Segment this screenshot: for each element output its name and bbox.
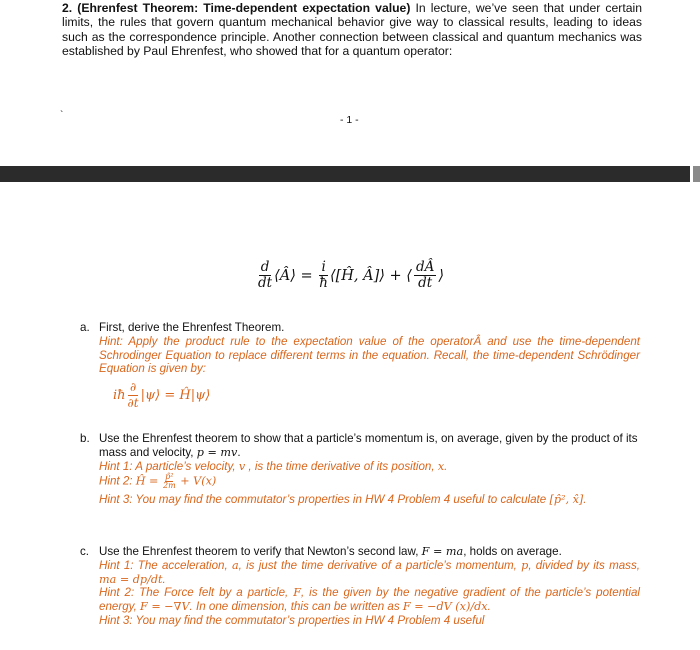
stray-mark: ` — [60, 110, 64, 121]
scrollbar[interactable] — [693, 166, 700, 182]
part-b-hint-1: Hint 1: A particle’s velocity, v , is the time derivative of its position, x. — [99, 459, 448, 473]
eq-expectation-A: ⟨Â⟩ — [274, 267, 296, 284]
p-equals-mv: p = mv — [196, 445, 238, 459]
eq-i-over-hbar: $\frac{i}{ħ}$ — [319, 259, 328, 291]
part-c-task: Use the Ehrenfest theorem to verify that Newton’s second law, F = ma, holds on average. — [99, 545, 562, 558]
eq-d-dt: $\frac{d}{dt}$ — [258, 259, 273, 291]
part-b-task: Use the Ehrenfest theorem to show that a particle’s momentum is, on average, given by the product of its mass and velocity, p = mv. — [99, 432, 638, 459]
eq-ket: ⟩ — [438, 267, 445, 284]
part-a-label: a. — [80, 321, 90, 334]
part-b-label: b. — [80, 432, 90, 445]
schrodinger-equation — [113, 380, 640, 411]
schr-partial-dt: $\frac{\partial}{\partial t}$ — [127, 380, 139, 411]
schr-lhs: iħ — [113, 387, 126, 403]
eq-bra: ⟨ — [406, 267, 412, 284]
part-a-task: First, derive the Ehrenfest Theorem. — [99, 321, 285, 334]
hint2-frac: $\frac{\text{p̂²}}{2m}$ — [162, 472, 176, 491]
part-b — [80, 432, 640, 507]
eq-dA-dt: $\frac{dÂ}{dt}$ — [415, 259, 435, 291]
part-c — [80, 545, 640, 628]
part-c-hint-1: Hint 1: The acceleration, a, is just the time derivative of a particle’s momentum, p, divided by its mass, ma = dp/dt. — [99, 558, 640, 586]
ehrenfest-equation — [256, 260, 444, 291]
part-c-hint-2: Hint 2: The Force felt by a particle, F, is the given by the negative gradient of the particle’s potential energy, F = −∇V. In one dimension, this can be written as F = −dV (x)/dx. — [99, 586, 640, 614]
part-a-hint: Hint: Apply the product rule to the expectation value of the operatorÂ and use the time-dependent Schrodinger Equation to replace different terms in the equation. Recall, the time-dependent Schrödinger Equation is given by: — [99, 334, 640, 376]
part-c-label: c. — [80, 545, 90, 558]
eq-commutator: ⟨[Ĥ, Â]⟩ — [329, 267, 385, 284]
problem-heading: 2. (Ehrenfest Theorem: Time-dependent expectation value) — [62, 1, 411, 15]
part-a — [80, 321, 640, 411]
part-b-hint-2: Hint 2: Ĥ = $\frac{\text{p̂²}}{2m}$ + V(x) — [99, 472, 217, 491]
eq-plus: + — [384, 267, 407, 284]
eq-equals: = — [295, 267, 318, 284]
part-b-hint-3: Hint 3: You may find the commutator’s properties in HW 4 Problem 4 useful to calculate [p̂², x̂]. — [99, 493, 587, 507]
part-c-hint-3: Hint 3: You may find the commutator’s properties in HW 4 Problem 4 useful — [99, 613, 485, 627]
page-number: - 1 - — [340, 114, 359, 126]
schr-rhs: |ψ⟩ = Ĥ|ψ⟩ — [140, 387, 211, 403]
problem-intro — [62, 1, 642, 59]
page-divider — [0, 166, 690, 182]
f-equals-ma: F = ma — [421, 545, 464, 558]
problem-intro-text: In lecture, we’ve seen that under certain limits, the rules that govern quantum mechanical behavior give way to classical results, leading to ideas such as the correspondence principle. Another connection between classical and quantum mechanics was established by Paul Ehrenfest, who showed that for a quantum operator: — [62, 1, 642, 59]
